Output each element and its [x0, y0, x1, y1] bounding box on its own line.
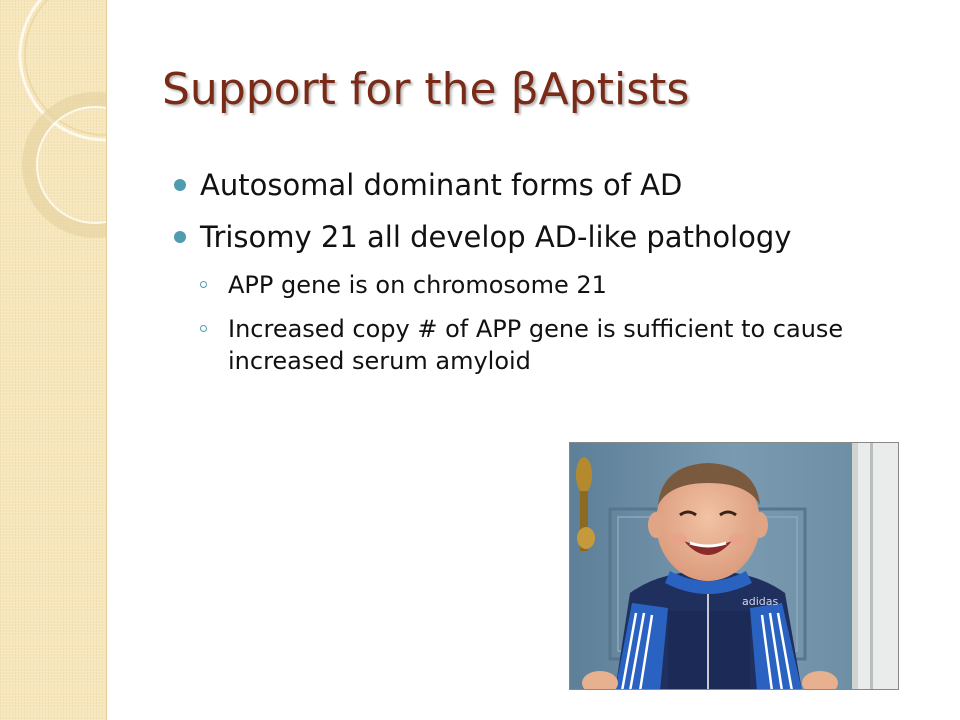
bullet-text: Trisomy 21 all develop AD-like pathology [200, 220, 792, 254]
bullet-dot-icon [174, 231, 186, 243]
sub-bullet-item [172, 269, 932, 301]
slide-title: Support for the βAptists [162, 64, 690, 115]
decorative-circles-icon [0, 0, 106, 720]
child-photo-icon [570, 443, 899, 690]
bullet-item [172, 165, 932, 205]
bullet-list [172, 165, 932, 389]
decorative-side-band [0, 0, 107, 720]
child-photo [569, 442, 899, 690]
sub-bullet-text: Increased copy # of APP gene is sufficient to cause increased serum amyloid [228, 315, 844, 375]
sub-bullet-text: APP gene is on chromosome 21 [228, 271, 607, 299]
shirt-logo: adidas [742, 595, 779, 608]
bullet-dot-icon [174, 179, 186, 191]
sub-bullet-ring-icon [200, 325, 207, 332]
bullet-item [172, 217, 932, 257]
bullet-text: Autosomal dominant forms of AD [200, 168, 683, 202]
sub-bullet-ring-icon [200, 281, 207, 288]
sub-bullet-item [172, 313, 928, 377]
